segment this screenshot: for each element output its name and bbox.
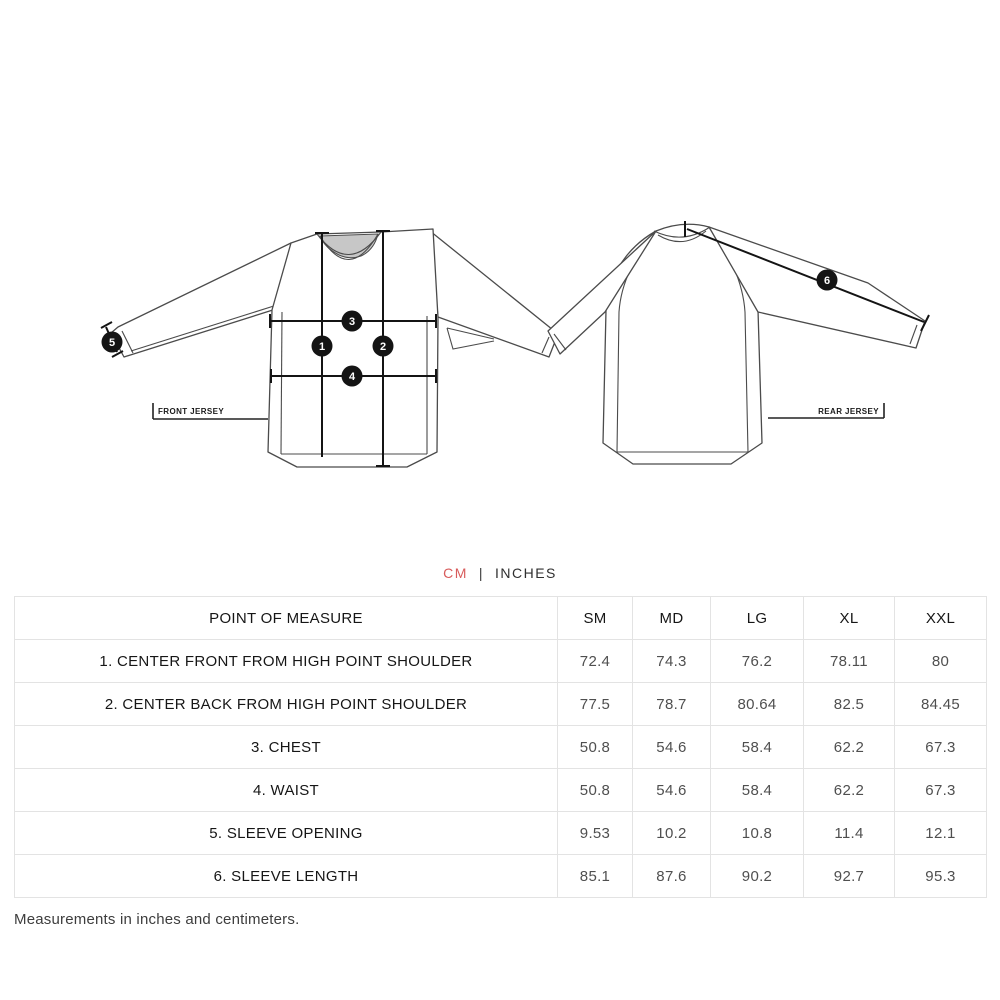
table-row-center-back [15, 683, 987, 726]
cell-value: 10.8 [711, 812, 804, 855]
cell-value: 62.2 [804, 769, 895, 812]
cell-value: 85.1 [558, 855, 633, 898]
row-label: 1. CENTER FRONT FROM HIGH POINT SHOULDER [15, 640, 558, 683]
cell-value: 58.4 [711, 769, 804, 812]
cell-value: 11.4 [804, 812, 895, 855]
front-jersey-label [153, 403, 268, 419]
table-row-chest [15, 726, 987, 769]
cell-value: 9.53 [558, 812, 633, 855]
cell-value: 50.8 [558, 769, 633, 812]
front-jersey-illustration [101, 229, 558, 467]
front-right-sleeve [430, 231, 558, 357]
cell-value: 80 [895, 640, 987, 683]
cell-value: 84.45 [895, 683, 987, 726]
cell-value: 50.8 [558, 726, 633, 769]
row-label: 6. SLEEVE LENGTH [15, 855, 558, 898]
cell-value: 76.2 [711, 640, 804, 683]
units-inches-button[interactable]: INCHES [495, 565, 557, 581]
marker-4-number: 4 [348, 371, 356, 383]
front-body [268, 229, 438, 467]
column-header-lg: LG [711, 597, 804, 640]
cell-value: 67.3 [895, 769, 987, 812]
cell-value: 87.6 [633, 855, 711, 898]
marker-1 [312, 336, 333, 357]
rear-jersey-label-text: REAR JERSEY [818, 407, 879, 416]
cell-value: 92.7 [804, 855, 895, 898]
table-row-sleeve-opening [15, 812, 987, 855]
cell-value: 10.2 [633, 812, 711, 855]
cell-value: 78.7 [633, 683, 711, 726]
cell-value: 80.64 [711, 683, 804, 726]
cell-value: 54.6 [633, 769, 711, 812]
cell-value: 62.2 [804, 726, 895, 769]
cell-value: 67.3 [895, 726, 987, 769]
marker-3-number: 3 [348, 316, 356, 328]
cell-value: 54.6 [633, 726, 711, 769]
column-header-xxl: XXL [895, 597, 987, 640]
column-header-xl: XL [804, 597, 895, 640]
row-label: 3. CHEST [15, 726, 558, 769]
column-header-point-of-measure: POINT OF MEASURE [15, 597, 558, 640]
marker-1-number: 1 [318, 341, 326, 353]
table-row-waist [15, 769, 987, 812]
cell-value: 82.5 [804, 683, 895, 726]
size-table-header-row [15, 597, 987, 640]
front-left-sleeve [108, 243, 291, 357]
marker-6-number: 6 [823, 275, 831, 287]
row-label: 5. SLEEVE OPENING [15, 812, 558, 855]
cell-value: 90.2 [711, 855, 804, 898]
units-cm-button[interactable]: CM [443, 565, 468, 581]
column-header-md: MD [633, 597, 711, 640]
front-jersey-label-text: FRONT JERSEY [158, 407, 225, 416]
marker-5-number: 5 [108, 337, 116, 349]
row-label: 2. CENTER BACK FROM HIGH POINT SHOULDER [15, 683, 558, 726]
marker-6 [817, 270, 838, 291]
size-table [14, 596, 987, 898]
units-toggle [0, 565, 1000, 581]
rear-jersey-label [768, 403, 884, 418]
rear-jersey-illustration [548, 221, 929, 464]
cell-value: 72.4 [558, 640, 633, 683]
column-header-sm: SM [558, 597, 633, 640]
marker-5 [102, 332, 123, 353]
marker-4 [342, 366, 363, 387]
cell-value: 77.5 [558, 683, 633, 726]
cell-value: 78.11 [804, 640, 895, 683]
marker-3 [342, 311, 363, 332]
row-label: 4. WAIST [15, 769, 558, 812]
table-row-center-front [15, 640, 987, 683]
cell-value: 58.4 [711, 726, 804, 769]
cell-value: 12.1 [895, 812, 987, 855]
table-row-sleeve-length [15, 855, 987, 898]
marker-2 [373, 336, 394, 357]
units-divider: | [478, 565, 484, 581]
marker-2-number: 2 [379, 341, 387, 353]
cell-value: 95.3 [895, 855, 987, 898]
measurements-footnote: Measurements in inches and centimeters. [14, 911, 300, 928]
cell-value: 74.3 [633, 640, 711, 683]
